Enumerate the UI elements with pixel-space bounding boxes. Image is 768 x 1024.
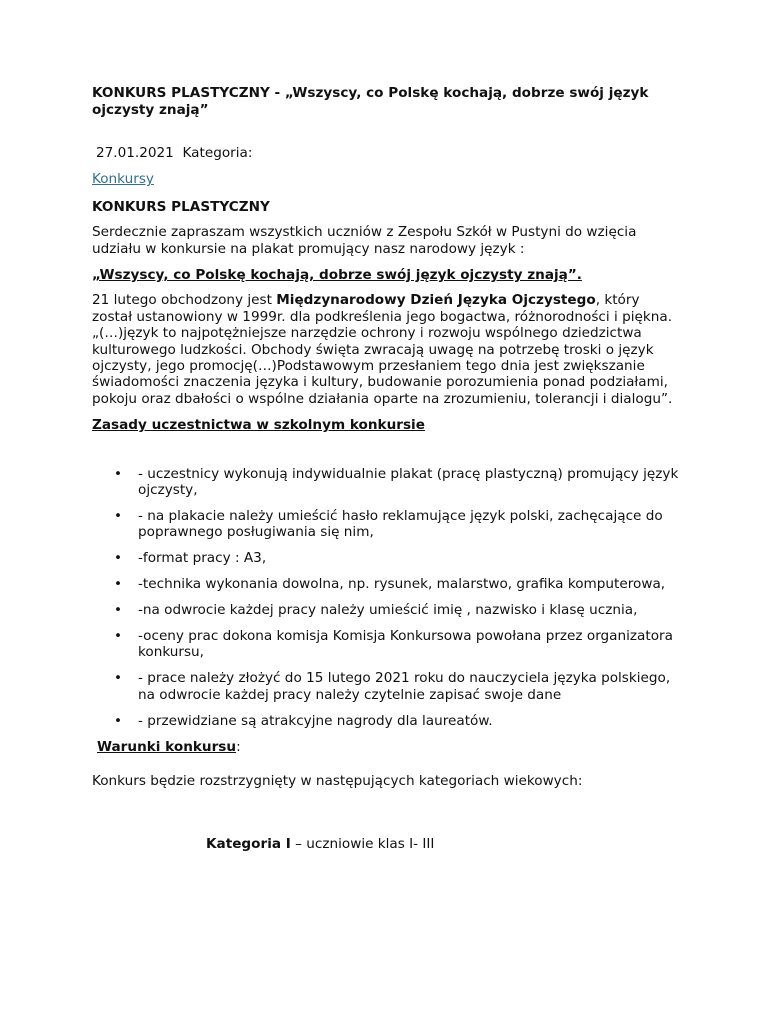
bullet-icon: • [114, 602, 123, 619]
list-item [92, 576, 682, 592]
body-prefix: 21 lutego obchodzony jest [92, 292, 277, 309]
rule-text: -na odwrocie każdej pracy należy umieścić imię , nazwisko i klasę ucznia, [138, 602, 638, 619]
date-category-line [96, 145, 682, 161]
bullet-icon: • [114, 465, 123, 482]
rule-text: - prace należy złożyć do 15 lutego 2021 roku do nauczyciela języka polskiego, na odwrocie każdej pracy należy czytelnie zapisać swoje dane [138, 670, 671, 703]
category-link-konkursy[interactable]: Konkursy [92, 171, 154, 188]
rule-text: -technika wykonania dowolna, np. rysunek, malarstwo, grafika komputerowa, [138, 576, 666, 593]
list-item [92, 602, 682, 618]
bullet-icon: • [114, 576, 123, 593]
bullet-icon: • [114, 550, 123, 567]
body-paragraph [92, 292, 682, 407]
list-item [92, 508, 682, 541]
categories-intro: Konkurs będzie rozstrzygnięty w następujących kategoriach wiekowych: [92, 772, 583, 789]
article-date: 27.01.2021 [96, 145, 174, 161]
body-bold-holiday: Międzynarodowy Dzień Języka Ojczystego [276, 292, 596, 309]
category-1 [206, 836, 682, 852]
article [92, 85, 682, 853]
category-label: Kategoria: [182, 145, 253, 161]
conditions-colon: : [236, 738, 241, 755]
bullet-icon: • [114, 712, 123, 729]
bullet-icon: • [114, 628, 123, 645]
list-item [92, 628, 682, 661]
bullet-icon: • [114, 508, 123, 524]
rule-text: - przewidziane są atrakcyjne nagrody dla laureatów. [138, 712, 493, 729]
body-suffix: , który został ustanowiony w 1999r. dla podkreślenia jego bogactwa, różnorodności i piękna. „(…)język to najpotężniejsze narzędzie ochrony i rozwoju wspólnego dziedzictwa kulturowego ludzkości. Obchody święta zwracają uwagę na potrzebę troski o język ojczysty, jego promocję(…)Podstawowym przesłaniem tego dnia jest zwiększanie świadomości znaczenia języka i kultury, budowanie porozumienia ponad podziałami, pokoju oraz dbałości o wspólne działania oparte na zrozumieniu, tolerancji i dialogu”. [92, 292, 673, 407]
category-1-text: – uczniowie klas I- III [290, 836, 435, 853]
conditions-heading [97, 739, 682, 755]
rule-text: - na plakacie należy umieścić hasło reklamujące język polski, zachęcające do poprawnego posługiwania się nim, [138, 508, 663, 541]
intro-paragraph: Serdecznie zapraszam wszystkich uczniów z Zespołu Szkół w Pustyni do wzięcia udziału w konkursie na plakat promujący nasz narodowy język : [92, 224, 637, 257]
rule-text: -format pracy : A3, [138, 550, 267, 567]
rules-list [92, 466, 682, 729]
rule-text: - uczestnicy wykonują indywidualnie plakat (pracę plastyczną) promujący język ojczysty, [138, 465, 679, 499]
conditions-heading-text: Warunki konkursu [97, 738, 237, 755]
category-1-label: Kategoria I [206, 836, 291, 853]
list-item [92, 713, 682, 729]
list-item [92, 670, 682, 703]
rule-text: -oceny prac dokona komisja Komisja Konkursowa powołana przez organizatora konkursu, [138, 628, 673, 661]
rules-heading: Zasady uczestnictwa w szkolnym konkursie [92, 417, 425, 434]
list-item [92, 466, 682, 499]
bullet-icon: • [114, 670, 123, 687]
slogan: „Wszyscy, co Polskę kochają, dobrze swój język ojczysty znają”. [92, 267, 582, 284]
article-title: KONKURS PLASTYCZNY - „Wszyscy, co Polskę kochają, dobrze swój język ojczysty znają” [92, 85, 649, 118]
section-heading: KONKURS PLASTYCZNY [92, 198, 270, 215]
list-item [92, 550, 682, 566]
